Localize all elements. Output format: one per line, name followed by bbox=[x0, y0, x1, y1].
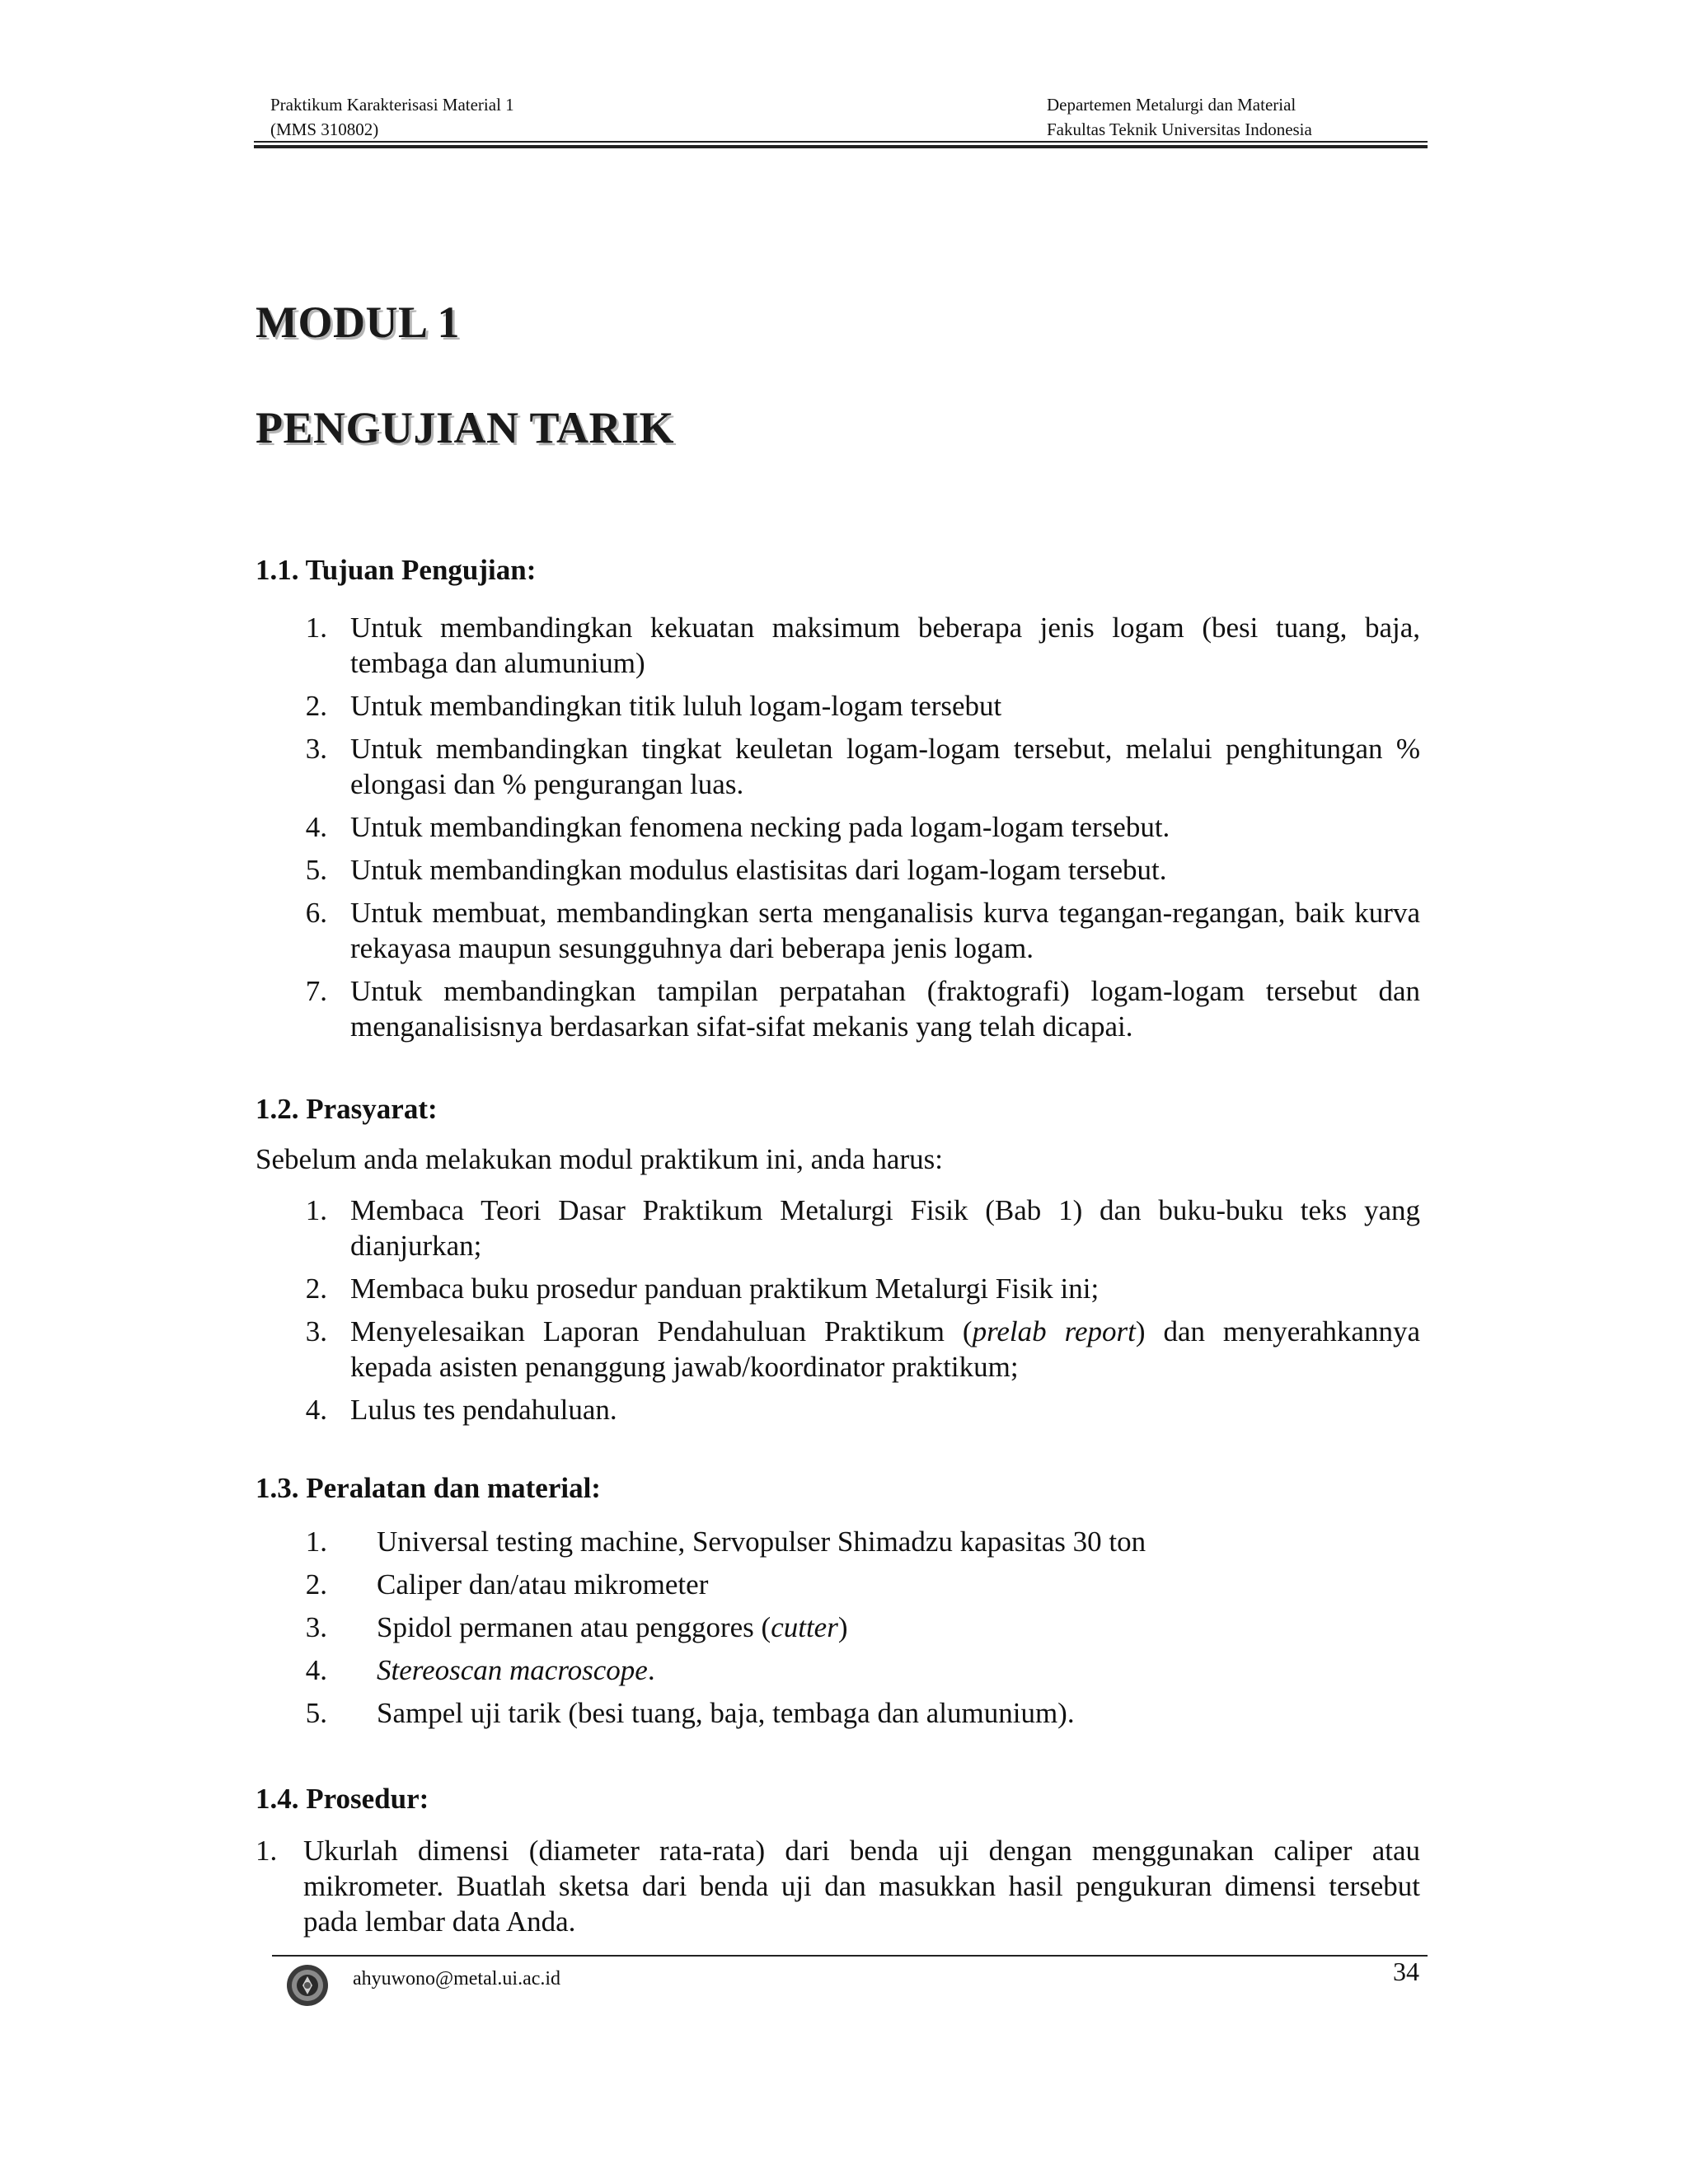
module-title: MODUL 1 bbox=[256, 298, 461, 347]
footer-email: ahyuwono@metal.ui.ac.id bbox=[353, 1968, 561, 1990]
list-item: 1. Ukurlah dimensi (diameter rata-rata) dari benda uji dengan menggunakan caliper atau mikrometer. Buatlah sketsa dari benda uji dan masukkan hasil pengukuran dimensi tersebut pada lembar data Anda. bbox=[256, 1835, 1420, 1938]
tujuan-list bbox=[293, 610, 1420, 1052]
list-item: 2. Untuk membandingkan titik luluh logam-logam tersebut bbox=[305, 690, 1002, 722]
header-left bbox=[270, 92, 514, 142]
module-name: PENGUJIAN TARIK bbox=[256, 403, 675, 452]
prosedur-list bbox=[256, 1833, 1420, 1939]
section-heading-prosedur: 1.4. Prosedur: bbox=[256, 1783, 429, 1815]
department-name: Departemen Metalurgi dan Material bbox=[1047, 95, 1296, 115]
list-item: 4. Stereoscan macroscope. bbox=[305, 1654, 655, 1686]
section-heading-peralatan: 1.3. Peralatan dan material: bbox=[256, 1472, 601, 1504]
university-seal-icon bbox=[285, 1963, 330, 2008]
list-item: 3. Untuk membandingkan tingkat keuletan logam-logam tersebut, melalui penghitungan % elongasi dan % pengurangan luas. bbox=[305, 733, 1420, 800]
list-item: 6. Untuk membuat, membandingkan serta menganalisis kurva tegangan-regangan, baik kurva rekayasa maupun sesungguhnya dari beberapa jenis logam. bbox=[305, 897, 1420, 964]
list-item: 3. Menyelesaikan Laporan Pendahuluan Praktikum (prelab report) dan menyerahkannya kepada asisten penanggung jawab/koordinator praktikum; bbox=[305, 1315, 1420, 1383]
prasyarat-list bbox=[293, 1193, 1420, 1435]
faculty-name: Fakultas Teknik Universitas Indonesia bbox=[1047, 120, 1312, 139]
list-item: 3. Spidol permanen atau penggores (cutter) bbox=[305, 1611, 848, 1643]
section-heading-tujuan: 1.1. Tujuan Pengujian: bbox=[256, 554, 537, 586]
list-item: 2. Caliper dan/atau mikrometer bbox=[305, 1568, 709, 1601]
list-item: 1. Membaca Teori Dasar Praktikum Metalurgi Fisik (Bab 1) dan buku-buku teks yang dianjurkan; bbox=[305, 1194, 1420, 1262]
list-item: 1. Universal testing machine, Servopulser Shimadzu kapasitas 30 ton bbox=[305, 1526, 1146, 1558]
list-item: 5. Sampel uji tarik (besi tuang, baja, tembaga dan alumunium). bbox=[305, 1697, 1075, 1729]
footer-rule bbox=[272, 1955, 1428, 1957]
list-item: 2. Membaca buku prosedur panduan praktikum Metalurgi Fisik ini; bbox=[305, 1272, 1100, 1305]
course-name: Praktikum Karakterisasi Material 1 bbox=[270, 95, 514, 115]
list-item: 4. Untuk membandingkan fenomena necking pada logam-logam tersebut. bbox=[305, 811, 1170, 843]
header-right bbox=[1047, 92, 1312, 142]
page-number: 34 bbox=[1393, 1957, 1419, 1986]
list-item: 1. Untuk membandingkan kekuatan maksimum beberapa jenis logam (besi tuang, baja, tembaga dan alumunium) bbox=[305, 612, 1420, 679]
header-rule bbox=[254, 141, 1428, 143]
peralatan-list bbox=[293, 1524, 1420, 1738]
header-rule-thick bbox=[254, 145, 1428, 148]
list-item: 4. Lulus tes pendahuluan. bbox=[305, 1394, 617, 1426]
course-code: (MMS 310802) bbox=[270, 120, 379, 139]
list-item: 5. Untuk membandingkan modulus elastisitas dari logam-logam tersebut. bbox=[305, 854, 1167, 886]
list-item: 7. Untuk membandingkan tampilan perpatahan (fraktografi) logam-logam tersebut dan menganalisisnya berdasarkan sifat-sifat mekanis yang telah dicapai. bbox=[305, 975, 1420, 1043]
section-heading-prasyarat: 1.2. Prasyarat: bbox=[256, 1093, 438, 1125]
prasyarat-intro: Sebelum anda melakukan modul praktikum ini, anda harus: bbox=[256, 1143, 943, 1175]
